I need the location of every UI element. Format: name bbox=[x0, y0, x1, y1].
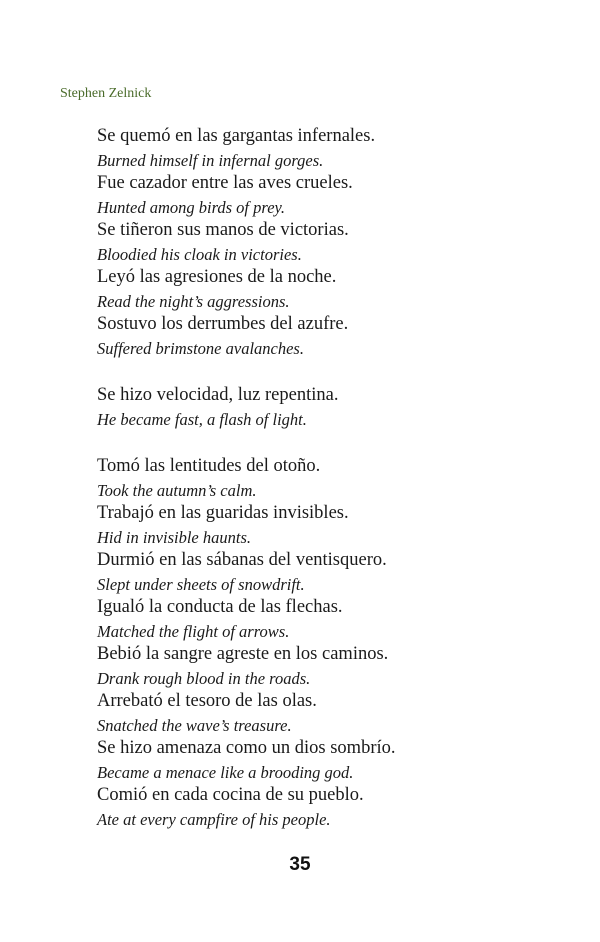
poem-line-english: Suffered brimstone avalanches. bbox=[97, 338, 304, 358]
poem-line-english: Hid in invisible haunts. bbox=[97, 527, 251, 547]
poem-line-english: Burned himself in infernal gorges. bbox=[97, 150, 324, 170]
poem-line-english: Took the autumn’s calm. bbox=[97, 480, 257, 500]
poem-line-spanish: Tomó las lentitudes del otoño. bbox=[97, 456, 321, 476]
poem-line-english: He became fast, a flash of light. bbox=[97, 409, 307, 429]
poem-line-spanish: Durmió en las sábanas del ventisquero. bbox=[97, 550, 387, 570]
page-number: 35 bbox=[289, 854, 311, 875]
poem-line-spanish: Arrebató el tesoro de las olas. bbox=[97, 691, 317, 711]
stanza bbox=[97, 384, 577, 431]
stanza bbox=[97, 455, 577, 831]
poem-line-spanish: Igualó la conducta de las flechas. bbox=[97, 597, 343, 617]
stanza bbox=[97, 125, 577, 360]
running-head-author: Stephen Zelnick bbox=[60, 86, 152, 101]
poem-line-spanish: Se quemó en las gargantas infernales. bbox=[97, 126, 376, 146]
poem-line-english: Hunted among birds of prey. bbox=[97, 197, 286, 217]
poem-line-spanish: Trabajó en las guaridas invisibles. bbox=[97, 503, 349, 523]
poem-line-spanish: Comió en cada cocina de su pueblo. bbox=[97, 785, 364, 805]
poem-line-english: Read the night’s aggressions. bbox=[97, 291, 290, 311]
poem-line-english: Snatched the wave’s treasure. bbox=[97, 715, 292, 735]
poem-line-english: Became a menace like a brooding god. bbox=[97, 762, 354, 782]
poem-line-spanish: Bebió la sangre agreste en los caminos. bbox=[97, 644, 389, 664]
poem-line-english: Ate at every campfire of his people. bbox=[97, 809, 331, 829]
poem-line-english: Matched the flight of arrows. bbox=[97, 621, 290, 641]
poem-line-spanish: Sostuvo los derrumbes del azufre. bbox=[97, 314, 349, 334]
poem-line-spanish: Leyó las agresiones de la noche. bbox=[97, 267, 337, 287]
poem-line-spanish: Se tiñeron sus manos de victorias. bbox=[97, 220, 349, 240]
poem-line-spanish: Se hizo velocidad, luz repentina. bbox=[97, 385, 339, 405]
poem-line-english: Drank rough blood in the roads. bbox=[97, 668, 311, 688]
poem-line-spanish: Fue cazador entre las aves crueles. bbox=[97, 173, 353, 193]
poem-line-spanish: Se hizo amenaza como un dios sombrío. bbox=[97, 738, 396, 758]
poem-line-english: Slept under sheets of snowdrift. bbox=[97, 574, 305, 594]
poem-line-english: Bloodied his cloak in victories. bbox=[97, 244, 302, 264]
poem-body bbox=[97, 125, 577, 855]
